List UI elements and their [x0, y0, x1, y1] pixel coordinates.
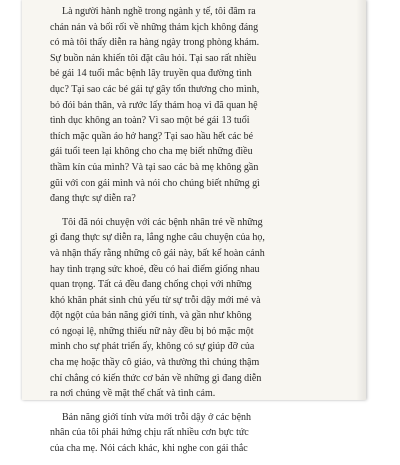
- text-line: và nhận thấy rằng những cô gái này, bất kể hoàn cảnh: [50, 247, 265, 259]
- text-line: có ngoại lệ, những thiếu nữ này đều bị bỏ mặc một: [50, 325, 254, 337]
- text-line: cha mẹ hoặc thầy cô giáo, và thường thì chúng thậm: [50, 357, 260, 369]
- text-line: đột ngột của bản năng giới tính, và gần như không: [50, 310, 252, 322]
- text-line: bỏ đói bản thân, và rước lấy thảm hoạ vì đã quan hệ: [50, 99, 258, 111]
- text-line: dục? Tại sao các bé gái tự gây tổn thương cho mình,: [50, 83, 260, 95]
- text-line: nhân của tôi phải hứng chịu rất nhiều cơn bực tức: [50, 427, 249, 439]
- paragraph-1: [50, 4, 336, 207]
- text-line: thích mặc quần áo hở hang? Tại sao hầu hết các bé: [50, 130, 254, 142]
- text-line: Bản năng giới tính vừa mới trỗi dậy ở các bệnh: [62, 411, 252, 423]
- text-line: tình dục không an toàn? Vì sao một bé gái 13 tuổi: [50, 115, 250, 127]
- text-line: Tôi đã nói chuyện với các bệnh nhân trẻ về những: [62, 216, 263, 228]
- text-line: gũi với con gái mình và nói cho chúng biết những gì: [50, 177, 260, 189]
- text-line: có mà tôi thấy diễn ra hàng ngày trong phòng khám.: [50, 37, 260, 49]
- paragraph-2: [50, 215, 336, 402]
- text-line: hay tình trạng sức khoẻ, đều có hai điểm giống nhau: [50, 263, 260, 275]
- text-line: ra nơi chúng về mặt thể chất và tình cảm.: [50, 388, 216, 400]
- text-line: Sự buồn nản khiến tôi đặt câu hỏi. Tại sao rất nhiều: [50, 52, 257, 64]
- text-line: khó khăn phát sinh chủ yếu từ sự trỗi dậy mới mẻ và: [50, 294, 261, 306]
- book-page: [22, 0, 366, 455]
- text-line: chí chẳng có kiến thức cơ bản về những gì đang diễn: [50, 372, 262, 384]
- body-text: [50, 4, 336, 465]
- text-line: mình cho sự phát triển ấy, không có sự giúp đỡ của: [50, 341, 255, 353]
- paragraph-3: [50, 410, 336, 457]
- text-line: đang thực sự diễn ra?: [50, 193, 136, 205]
- text-line: chán nản và bối rối về những thảm kịch không đáng: [50, 21, 259, 33]
- text-line: của cha mẹ. Nói cách khác, khi nghe con gái thắc: [50, 443, 248, 455]
- text-line: Là người hành nghề trong ngành y tế, tôi đâm ra: [62, 6, 256, 17]
- text-line: gì đang thực sự diễn ra, lắng nghe câu chuyện của họ,: [50, 232, 265, 244]
- text-line: gái tuổi teen lại không cho cha mẹ biết những điều: [50, 146, 253, 158]
- text-line: bé gái 14 tuổi mắc bệnh lây truyền qua đường tình: [50, 68, 252, 80]
- text-line: thầm kín của mình? Và tại sao các bà mẹ không gần: [50, 161, 259, 173]
- text-line: quan trọng. Tất cả đều đang chống chọi với những: [50, 279, 252, 291]
